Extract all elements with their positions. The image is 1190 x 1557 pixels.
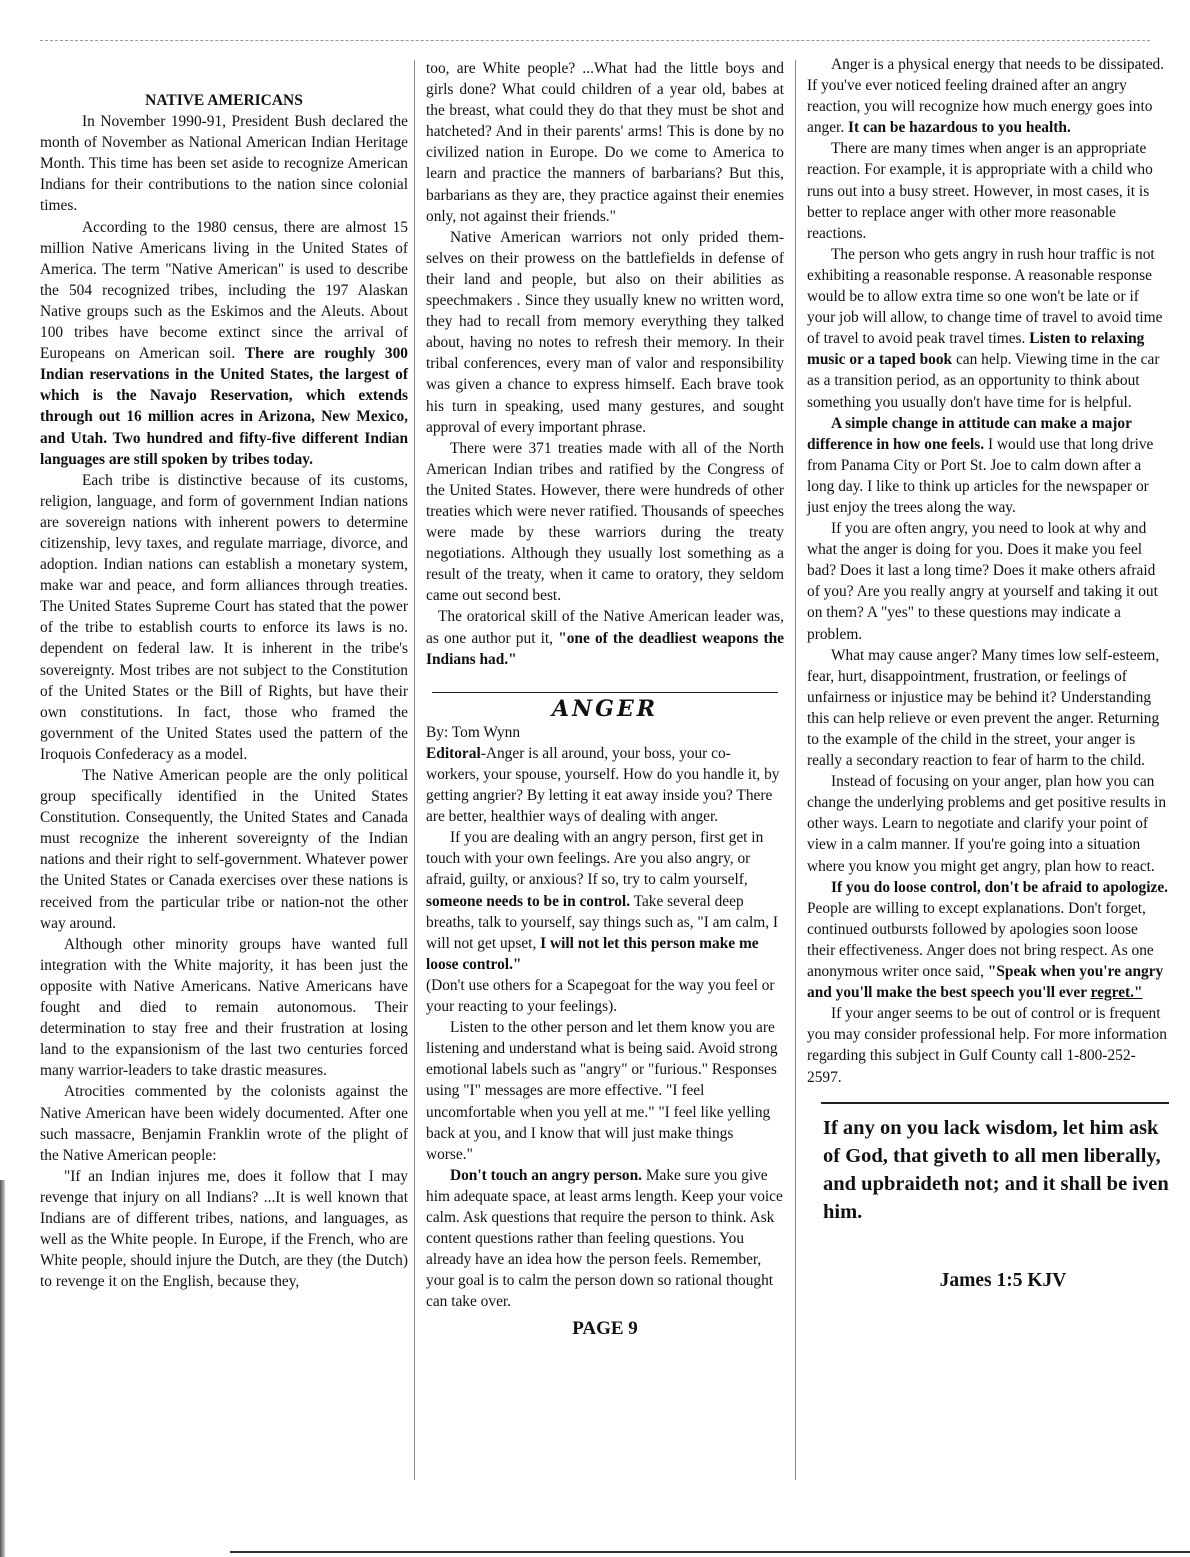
anger-paragraph-11: Instead of focusing on your anger, plan how you can change the underlying problems and get positive results in other ways. Learn to negotiate and clarify your point of view in a calm manner. If you're going into a situation where you know you might get angry, plan how to react.: [807, 773, 1167, 875]
anger-paragraph-6: There are many times when anger is an appropriate reaction. For example, it is appropriate with a child who runs out into a busy street. However, in most cases, it is better to replace anger with other more reasonable reactions.: [807, 140, 1153, 242]
oratory-paragraph: The oratorical skill of the Native American leader was, as one author put it, "one of the deadliest weapons the Indians had.": [426, 608, 785, 668]
anger-paragraph-10: What may cause anger? Many times low self-esteem, fear, hurt, disappointment, frustration, or feelings of unfairness or injustice may be behind it? Understanding this can help relieve or even prevent the anger. Returning to the example of the child in the street, your anger is really a secondary reaction to fear of harm to the child.: [807, 646, 1160, 770]
anger-section-rule: [432, 692, 778, 693]
anger-paragraph-2: (Don't use others for a Scapegoat for the way you feel or your reacting to your feelings).: [426, 976, 775, 1016]
editorial-intro: Editoral-Anger is all around, your boss, your co-workers, your spouse, yourself. How do you handle it, by getting angrier? By letting it eat away inside you? There are better, healthier ways of dealing with anger.: [426, 744, 780, 826]
column-3: [807, 54, 1169, 1291]
native-americans-paragraph-3: Each tribe is distinctive because of its customs, religion, language, and form of government Indian nations are sovereign nations with inherent powers to determine citizenship, levy taxes, and regulate marriage, divorce, and adoption. Indian nations can establish a monetary system, make war and peace, and form alliances through treaties. The United States Supreme Court has stated that the power of the tribe to establish courts to enforce its laws is no. dependent on federal law. It is inherent in the tribe's sovereignty. Most tribes are not subject to the Constitution of the United States or the Bill of Rights, but have their own constitutions. In fact, those who framed the government of the United States used the pattern of the Iroquois Confederacy as a model.: [40, 471, 408, 763]
page-number: PAGE 9: [572, 1318, 638, 1340]
native-americans-paragraph-4: The Native American people are the only political group specifically identified in the United States Constitution. Consequently, the United States and Canada must recognize the inherent sovereignty of the Indian nations and their right to self-government. Whatever power the United States or Canada exercises over these nations is received from the particular tribe or nation-not the other way around.: [40, 767, 408, 932]
anger-paragraph-13: If your anger seems to be out of control or is frequent you may consider professional help. For more information regarding this subject in Gulf County call 1-800-252-2597.: [807, 1005, 1167, 1086]
anger-title: ANGER: [551, 695, 659, 722]
column-divider-2: [795, 60, 796, 1480]
byline: By: Tom Wynn: [426, 723, 521, 741]
franklin-quote: "If an Indian injures me, does it follow that I may revenge that injury on all Indians? ...It is well known that Indians are of different tribes, nations, and languages, as well as the White people. In Europe, if the French, who are White people, should injure the Dutch, are they (the Dutch) to revenge it on the English, because they,: [40, 1167, 408, 1291]
column-2: [426, 58, 784, 1340]
franklin-quote-continued: too, are White people? ...What had the little boys and girls done? What could children of a year old, babes at the breast, what could they do that they must be shot and hatcheted? And in their parents' arms! This is done by no civilized nation in Europe. Do we come to America to learn and practice the manners of barbarians? But this, barbarians as they are, they practice against their enemies only, not against their friends.": [426, 60, 784, 225]
treaties-paragraph: There were 371 treaties made with all of the North American Indian tribes and ratified by the Congress of the United States. However, there were hundreds of other treaties which were never ratified. Thousands of speeches were made by these warriors during the treaty negotiations. Although they usually lost something as a result of the treaty, when it came to oratory, they seldom came out second best.: [426, 439, 784, 605]
native-americans-paragraph-5: Although other minority groups have wanted full integration with the White majority, it has been just the opposite with Native Americans. Native Americans have fought and died to remain autonomous. Their determination to stay free and their frustration at losing land to the expansionism of the last two centuries forced many warrior-leaders to take drastic measures.: [40, 935, 408, 1080]
anger-paragraph-4: Don't touch an angry person. Make sure you give him adequate space, at least arms length. Keep your voice calm. Ask questions that require the person to think. Ask content questions rather than feeling questions. You already have an idea how the person feels. Remember, your goal is to calm the person down so rational thought can take over.: [426, 1166, 783, 1311]
bible-verse: If any on you lack wisdom, let him ask of God, that giveth to all men liberally, and upbraideth not; and it shall be iven him.: [823, 1116, 1169, 1223]
anger-paragraph-12: If you do loose control, don't be afraid to apologize. People are willing to except explanations. Don't forget, continued outbursts followed by apologies soon loose their effectiveness. Anger does not bring respect. As one anonymous writer once said, "Speak when you're angry and you'll make the best speech you'll ever regret.": [807, 878, 1169, 1002]
anger-paragraph-7: The person who gets angry in rush hour traffic is not exhibiting a reasonable response. A reasonable response would be to allow extra time so one won't be late or if your job will allow, to change time of travel to avoid time of travel to avoid peak travel times. Listen to relaxing music or a taped book can help. Viewing time in the car as a transition period, as an opportunity to think about something you usually don't have time for is helpful.: [807, 245, 1163, 411]
verse-rule: [821, 1102, 1169, 1104]
column-1: [40, 58, 408, 1292]
reservations-highlight: There are roughly 300 Indian reservations in the United States, the largest of which is the Navajo Reservation, which extends through out 16 million acres in Arizona, New Mexico, and Utah. Two hundred and fifty-five different Indian languages are still spoken by tribes today.: [40, 345, 408, 468]
anger-paragraph-5: Anger is a physical energy that needs to be dissipated. If you've ever noticed feeling drained after an angry reaction, you will recognize how much energy goes into anger. It can be hazardous to you health.: [807, 56, 1165, 137]
anger-paragraph-8: A simple change in attitude can make a major difference in how one feels. I would use that long drive from Panama City or Port St. Joe to calm down after a long day. I like to think up articles for the newspaper or just enjoy the trees along the way.: [807, 414, 1154, 516]
native-americans-paragraph-1: In November 1990-91, President Bush declared the month of November as National American Indian Heritage Month. This time has been set aside to recognize American Indians for their contributions to the nation since colonial times.: [40, 113, 408, 215]
top-rule: [40, 40, 1150, 41]
verse-citation: James 1:5 KJV: [939, 1269, 1067, 1291]
bottom-rule: [230, 1551, 1190, 1553]
native-americans-paragraph-6: Atrocities commented by the colonists against the Native American have been widely documented. After one such massacre, Benjamin Franklin wrote of the plight of the Native American people:: [40, 1083, 408, 1164]
native-americans-paragraph-2: According to the 1980 census, there are almost 15 million Native Americans living in the United States of America. The term "Native American" is used to describe the 504 recognized tribes, including the 197 Alaskan Native groups such as the Eskimos and the Aleuts. About 100 tribes have become extinct since the arrival of Europeans on American soil. There are roughly 300 Indian reservations in the United States, the largest of which is the Navajo Reservation, which extends through out 16 million acres in Arizona, New Mexico, and Utah. Two hundred and fifty-five different Indian languages are still spoken by tribes today.: [40, 218, 408, 468]
column-divider-1: [414, 60, 415, 1480]
anger-paragraph-9: If you are often angry, you need to look at why and what the anger is doing for you. Does it make you feel bad? Does it last a long time? Does it make others afraid of you? Are you really angry at yourself and taking it out on them? A "yes" to these questions may indicate a problem.: [807, 520, 1158, 643]
warriors-paragraph: Native American warriors not only prided them-selves on their prowess on the battlefields in defense of their land and people, but also on their abilities as speechmakers . Since they usually knew no written word, they had to recall from memory everything they talked about, having no notes to refresh their memory. In their tribal conferences, every man of valor and responsibility was given a chance to express himself. Each brave took his turn in speaking, used many gestures, and sought approval of every important phrase.: [426, 228, 784, 436]
native-americans-heading: NATIVE AMERICANS: [145, 92, 303, 109]
scan-edge-shadow: [0, 1180, 5, 1557]
anger-paragraph-1: If you are dealing with an angry person, first get in touch with your own feelings. Are you also angry, or afraid, guilty, or anxious? If so, try to calm yourself, someone needs to be in control. Take several deep breaths, talk to yourself, say things such as, "I am calm, I will not get upset, I will not let this person make me loose control.": [426, 829, 779, 973]
anger-paragraph-3: Listen to the other person and let them know you are listening and understand what is being said. Avoid strong emotional labels such as "angry" or "furious." Responses using "I" messages are more effective. "I feel uncomfortable when you yell at me." "I feel like yelling back at you, and I know that will just make things worse.": [426, 1019, 778, 1163]
